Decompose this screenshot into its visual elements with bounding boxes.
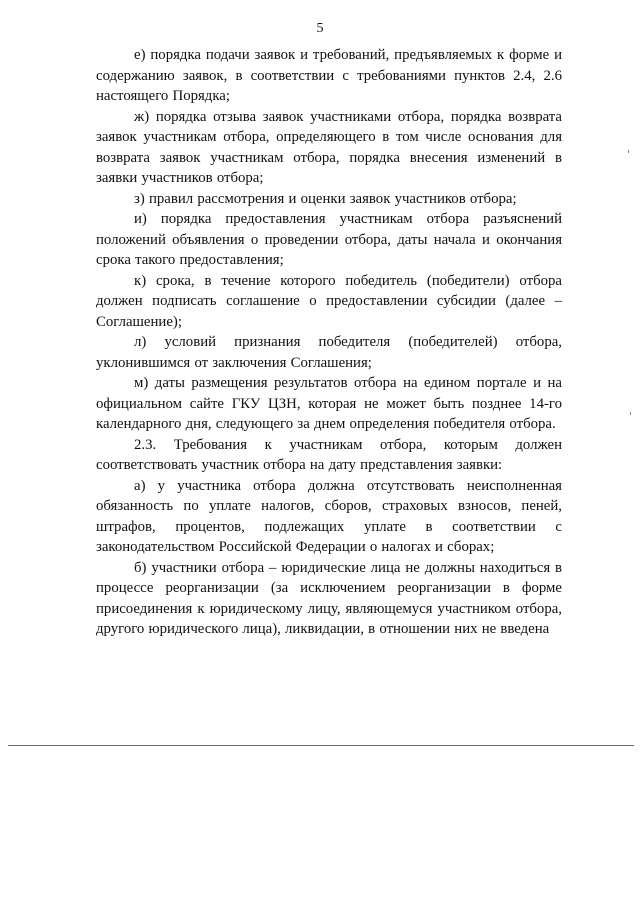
paragraph-item-k: к) срока, в течение которого победитель (победители) отбора должен подписать соглашение о предоставлении субсидии (далее – Соглашение); [96,272,562,330]
document-body [96,45,562,640]
paragraph-item-e: е) порядка подачи заявок и требований, предъявляемых к форме и содержанию заявок, в соответствии с требованиями пунктов 2.4, 2.6 настоящего Порядка; [96,47,562,104]
paragraph-item-z: з) правил рассмотрения и оценки заявок участников отбора; [134,190,517,207]
page-bottom-rule [8,745,634,746]
paragraph-item-l: л) условий признания победителя (победителей) отбора, уклонившимся от заключения Соглашения; [96,334,562,371]
paragraph-item-zh: ж) порядка отзыва заявок участниками отбора, порядка возврата заявок участникам отбора, определяющего в том числе основания для возврата заявок участникам отбора, порядка внесения изменений в заявки участников отбора; [96,108,562,186]
paragraph-item-b: б) участники отбора – юридические лица не должны находиться в процессе реорганизации (за исключением реорганизации в форме присоединения к юридическому лицу, являющемуся участником отбора, другого юридического лица), ликвидации, в отношении них не введена [96,559,562,637]
scan-speck [630,412,631,415]
paragraph-item-m: м) даты размещения результатов отбора на едином портале и на официальном сайте ГКУ ЦЗН, которая не может быть позднее 14-го календарного дня, следующего за днем определения победителя отбора. [96,375,562,432]
paragraph-item-a: а) у участника отбора должна отсутствовать неисполненная обязанность по уплате налогов, сборов, страховых взносов, пеней, штрафов, процентов, подлежащих уплате в соответствии с законодательством Российской Федерации о налогах и сборах; [96,477,562,555]
scan-speck [628,150,629,153]
paragraph-item-i: и) порядка предоставления участникам отбора разъяснений положений объявления о проведении отбора, даты начала и окончания срока такого предоставления; [96,211,562,268]
page-number: 5 [316,21,324,36]
section-2-3-heading: 2.3. Требования к участникам отбора, которым должен соответствовать участник отбора на дату представления заявки: [96,436,562,473]
